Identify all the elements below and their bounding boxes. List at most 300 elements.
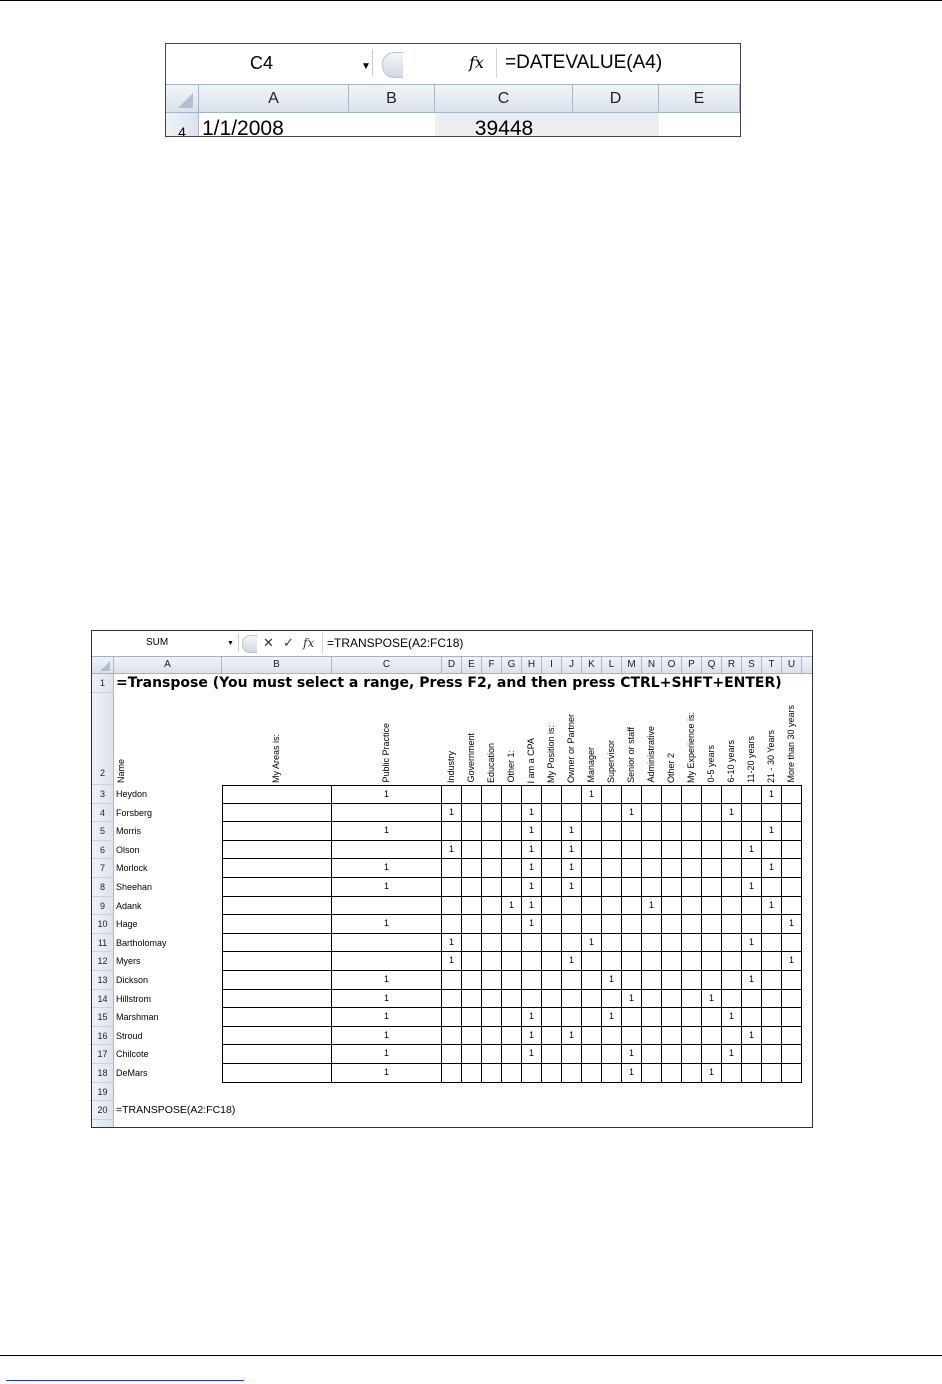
data-cell[interactable] (742, 1045, 762, 1064)
data-cell[interactable] (602, 915, 622, 934)
data-cell[interactable] (662, 804, 682, 823)
data-cell[interactable]: 1 (562, 878, 582, 897)
data-cell[interactable] (662, 822, 682, 841)
column-header-c[interactable]: C (332, 657, 442, 673)
data-cell[interactable] (702, 785, 722, 804)
data-cell[interactable] (622, 841, 642, 860)
data-cell[interactable] (602, 841, 622, 860)
data-cell[interactable] (642, 934, 662, 953)
formula-input[interactable]: =TRANSPOSE(A2:FC18) (327, 636, 464, 650)
data-cell[interactable]: 1 (522, 822, 542, 841)
data-cell[interactable] (482, 971, 502, 990)
data-cell[interactable] (582, 897, 602, 916)
data-cell[interactable]: 1 (642, 897, 662, 916)
data-cell[interactable]: 1 (622, 804, 642, 823)
data-cell[interactable] (462, 897, 482, 916)
data-cell[interactable] (502, 841, 522, 860)
data-cell[interactable] (702, 841, 722, 860)
data-cell[interactable]: 1 (722, 804, 742, 823)
header-cell-a[interactable] (114, 693, 222, 785)
data-cell[interactable]: 1 (622, 1045, 642, 1064)
data-cell[interactable] (702, 934, 722, 953)
data-cell[interactable] (562, 804, 582, 823)
column-header-n[interactable]: N (642, 657, 662, 673)
data-cell[interactable] (462, 841, 482, 860)
data-cell[interactable] (782, 878, 802, 897)
column-header-e[interactable]: E (659, 85, 740, 112)
data-cell[interactable]: 1 (622, 1064, 642, 1083)
column-header-a[interactable]: A (114, 657, 222, 673)
name-cell[interactable]: Morris (116, 826, 141, 837)
data-cell[interactable] (602, 1027, 622, 1046)
data-cell[interactable] (662, 897, 682, 916)
data-cell[interactable] (222, 1064, 332, 1083)
data-cell[interactable] (582, 971, 602, 990)
data-cell[interactable] (702, 915, 722, 934)
row-header-3[interactable]: 3 (92, 785, 114, 804)
data-cell[interactable]: 1 (522, 859, 542, 878)
data-cell[interactable]: 1 (332, 971, 442, 990)
data-cell[interactable] (742, 804, 762, 823)
data-cell[interactable] (762, 1064, 782, 1083)
data-cell[interactable]: 1 (702, 990, 722, 1009)
data-cell[interactable] (642, 804, 662, 823)
data-cell[interactable] (682, 1064, 702, 1083)
name-box[interactable] (92, 634, 239, 652)
data-cell[interactable] (582, 1008, 602, 1027)
data-cell[interactable] (682, 1045, 702, 1064)
data-cell[interactable] (222, 785, 332, 804)
data-cell[interactable]: 1 (522, 897, 542, 916)
data-cell[interactable] (602, 1064, 622, 1083)
data-cell[interactable] (742, 859, 762, 878)
data-cell[interactable] (522, 990, 542, 1009)
formula-input[interactable]: =DATEVALUE(A4) (505, 52, 663, 73)
data-cell[interactable]: 1 (742, 971, 762, 990)
data-cell[interactable] (222, 990, 332, 1009)
data-cell[interactable] (782, 971, 802, 990)
data-cell[interactable] (502, 878, 522, 897)
data-cell[interactable] (782, 822, 802, 841)
data-cell[interactable]: 1 (502, 897, 522, 916)
data-cell[interactable] (462, 1064, 482, 1083)
header-cell-i[interactable] (542, 693, 562, 785)
data-cell[interactable] (642, 915, 662, 934)
data-cell[interactable] (722, 841, 742, 860)
data-cell[interactable] (782, 934, 802, 953)
data-cell[interactable] (662, 952, 682, 971)
data-cell[interactable] (622, 822, 642, 841)
data-cell[interactable] (462, 785, 482, 804)
data-cell[interactable]: 1 (762, 785, 782, 804)
column-header-j[interactable]: J (562, 657, 582, 673)
name-cell[interactable]: Sheehan (116, 882, 153, 892)
data-cell[interactable] (642, 1008, 662, 1027)
data-cell[interactable]: 1 (582, 785, 602, 804)
data-cell[interactable] (702, 952, 722, 971)
data-cell[interactable] (762, 1008, 782, 1027)
data-cell[interactable] (682, 915, 702, 934)
data-cell[interactable]: 1 (622, 990, 642, 1009)
cell-b4[interactable] (349, 113, 435, 137)
data-cell[interactable] (462, 934, 482, 953)
data-cell[interactable] (562, 971, 582, 990)
data-cell[interactable] (482, 915, 502, 934)
column-header-a[interactable]: A (199, 85, 349, 112)
cell-c4[interactable]: 39448 (435, 113, 573, 137)
data-cell[interactable] (722, 990, 742, 1009)
data-cell[interactable] (722, 1027, 742, 1046)
data-cell[interactable] (762, 915, 782, 934)
data-cell[interactable] (542, 971, 562, 990)
row20-formula-text[interactable]: =TRANSPOSE(A2:FC18) (116, 1104, 236, 1117)
select-all-button[interactable] (92, 657, 114, 673)
data-cell[interactable]: 1 (332, 878, 442, 897)
column-header-b[interactable]: B (222, 657, 332, 673)
header-cell-t[interactable] (762, 693, 782, 785)
data-cell[interactable] (582, 878, 602, 897)
data-cell[interactable]: 1 (742, 1027, 762, 1046)
data-cell[interactable] (482, 990, 502, 1009)
data-cell[interactable] (742, 1064, 762, 1083)
data-cell[interactable] (762, 1027, 782, 1046)
data-cell[interactable] (682, 878, 702, 897)
column-header-p[interactable]: P (682, 657, 702, 673)
data-cell[interactable] (222, 915, 332, 934)
data-cell[interactable] (662, 859, 682, 878)
data-cell[interactable] (722, 1064, 742, 1083)
data-cell[interactable] (332, 934, 442, 953)
name-cell[interactable]: Stroud (116, 1030, 143, 1041)
header-cell-m[interactable] (622, 693, 642, 785)
data-cell[interactable]: 1 (332, 1008, 442, 1027)
data-cell[interactable]: 1 (522, 841, 542, 860)
header-cell-o[interactable] (662, 693, 682, 785)
data-cell[interactable] (622, 1027, 642, 1046)
data-cell[interactable] (782, 990, 802, 1009)
data-cell[interactable] (602, 878, 622, 897)
data-cell[interactable] (662, 1027, 682, 1046)
data-cell[interactable] (722, 878, 742, 897)
column-header-k[interactable]: K (582, 657, 602, 673)
data-cell[interactable] (662, 990, 682, 1009)
data-cell[interactable] (722, 915, 742, 934)
data-cell[interactable] (682, 822, 702, 841)
data-cell[interactable] (662, 878, 682, 897)
data-cell[interactable] (642, 971, 662, 990)
data-cell[interactable] (562, 897, 582, 916)
data-cell[interactable] (222, 804, 332, 823)
data-cell[interactable] (582, 804, 602, 823)
data-cell[interactable] (542, 915, 562, 934)
select-all-button[interactable] (166, 85, 199, 112)
data-cell[interactable]: 1 (742, 934, 762, 953)
data-cell[interactable] (562, 1045, 582, 1064)
data-cell[interactable] (222, 934, 332, 953)
data-cell[interactable] (722, 971, 742, 990)
data-cell[interactable] (482, 785, 502, 804)
data-cell[interactable] (622, 952, 642, 971)
data-cell[interactable] (332, 952, 442, 971)
data-cell[interactable] (462, 859, 482, 878)
data-cell[interactable] (222, 878, 332, 897)
data-cell[interactable] (762, 1045, 782, 1064)
data-cell[interactable] (482, 1008, 502, 1027)
data-cell[interactable] (702, 1045, 722, 1064)
data-cell[interactable] (482, 952, 502, 971)
data-cell[interactable] (602, 785, 622, 804)
data-cell[interactable] (542, 859, 562, 878)
data-cell[interactable] (562, 1008, 582, 1027)
data-cell[interactable] (762, 990, 782, 1009)
data-cell[interactable] (622, 915, 642, 934)
data-cell[interactable] (702, 1027, 722, 1046)
data-cell[interactable] (702, 971, 722, 990)
data-cell[interactable] (462, 822, 482, 841)
data-cell[interactable] (662, 785, 682, 804)
data-cell[interactable]: 1 (332, 1027, 442, 1046)
data-cell[interactable] (502, 859, 522, 878)
column-header-u[interactable]: U (782, 657, 802, 673)
data-cell[interactable] (682, 859, 702, 878)
data-cell[interactable] (782, 1064, 802, 1083)
data-cell[interactable] (782, 785, 802, 804)
column-header-d[interactable]: D (573, 85, 659, 112)
data-cell[interactable] (332, 804, 442, 823)
data-cell[interactable] (482, 1064, 502, 1083)
column-header-q[interactable]: Q (702, 657, 722, 673)
data-cell[interactable] (462, 1027, 482, 1046)
data-cell[interactable] (722, 785, 742, 804)
data-cell[interactable] (222, 971, 332, 990)
data-cell[interactable] (642, 841, 662, 860)
row-header-10[interactable]: 10 (92, 915, 114, 934)
header-cell-b[interactable] (222, 693, 332, 785)
data-cell[interactable] (722, 897, 742, 916)
name-cell[interactable]: Olson (116, 844, 140, 855)
data-cell[interactable] (782, 1008, 802, 1027)
data-cell[interactable]: 1 (442, 952, 462, 971)
data-cell[interactable]: 1 (332, 990, 442, 1009)
data-cell[interactable]: 1 (522, 804, 542, 823)
data-cell[interactable] (542, 785, 562, 804)
data-cell[interactable]: 1 (562, 1027, 582, 1046)
data-cell[interactable] (442, 1045, 462, 1064)
data-cell[interactable] (222, 1027, 332, 1046)
data-cell[interactable] (542, 897, 562, 916)
header-cell-p[interactable] (682, 693, 702, 785)
row-header-18[interactable]: 18 (92, 1064, 114, 1083)
data-cell[interactable] (542, 1027, 562, 1046)
row-header-4[interactable]: 4 (92, 804, 114, 823)
data-cell[interactable]: 1 (522, 915, 542, 934)
data-cell[interactable] (482, 878, 502, 897)
data-cell[interactable] (582, 1045, 602, 1064)
data-cell[interactable] (662, 841, 682, 860)
data-cell[interactable] (742, 785, 762, 804)
data-cell[interactable] (722, 934, 742, 953)
data-cell[interactable] (702, 804, 722, 823)
data-cell[interactable] (682, 1008, 702, 1027)
data-cell[interactable] (222, 897, 332, 916)
column-header-i[interactable]: I (542, 657, 562, 673)
data-cell[interactable] (442, 878, 462, 897)
data-cell[interactable]: 1 (442, 804, 462, 823)
data-cell[interactable] (222, 822, 332, 841)
column-header-h[interactable]: H (522, 657, 542, 673)
data-cell[interactable] (502, 971, 522, 990)
data-cell[interactable] (762, 804, 782, 823)
data-cell[interactable]: 1 (582, 934, 602, 953)
data-cell[interactable] (462, 990, 482, 1009)
data-cell[interactable] (442, 822, 462, 841)
data-cell[interactable] (222, 859, 332, 878)
data-cell[interactable] (462, 952, 482, 971)
data-cell[interactable] (482, 1027, 502, 1046)
data-cell[interactable] (582, 952, 602, 971)
data-cell[interactable] (622, 878, 642, 897)
data-cell[interactable]: 1 (742, 841, 762, 860)
data-cell[interactable]: 1 (782, 952, 802, 971)
data-cell[interactable] (542, 1064, 562, 1083)
data-cell[interactable] (782, 1045, 802, 1064)
data-cell[interactable] (502, 822, 522, 841)
data-cell[interactable] (602, 952, 622, 971)
data-cell[interactable] (782, 841, 802, 860)
data-cell[interactable] (662, 1008, 682, 1027)
row-header-20[interactable]: 20 (92, 1101, 114, 1120)
data-cell[interactable]: 1 (332, 859, 442, 878)
data-cell[interactable] (622, 859, 642, 878)
data-cell[interactable] (742, 990, 762, 1009)
data-cell[interactable] (502, 804, 522, 823)
data-cell[interactable] (542, 841, 562, 860)
data-cell[interactable] (762, 971, 782, 990)
header-cell-l[interactable] (602, 693, 622, 785)
header-cell-g[interactable] (502, 693, 522, 785)
data-cell[interactable]: 1 (522, 1008, 542, 1027)
data-cell[interactable] (542, 804, 562, 823)
row-header-16[interactable]: 16 (92, 1027, 114, 1046)
data-cell[interactable] (662, 915, 682, 934)
data-cell[interactable] (542, 952, 562, 971)
footer-link-underline[interactable] (6, 1380, 244, 1381)
data-cell[interactable] (742, 915, 762, 934)
data-cell[interactable] (582, 841, 602, 860)
data-cell[interactable] (562, 1064, 582, 1083)
column-header-m[interactable]: M (622, 657, 642, 673)
data-cell[interactable] (502, 915, 522, 934)
data-cell[interactable] (642, 1027, 662, 1046)
data-cell[interactable] (502, 785, 522, 804)
data-cell[interactable] (522, 785, 542, 804)
data-cell[interactable] (782, 859, 802, 878)
data-cell[interactable] (762, 878, 782, 897)
data-cell[interactable] (482, 1045, 502, 1064)
data-cell[interactable] (602, 990, 622, 1009)
cell-d4[interactable] (573, 113, 659, 137)
name-cell[interactable]: Bartholomay (116, 937, 167, 948)
row1-instruction-text[interactable]: =Transpose (You must select a range, Press F2, and then press CTRL+SHFT+ENTER) (116, 675, 782, 691)
name-cell[interactable]: Heydon (116, 789, 148, 799)
data-cell[interactable] (722, 952, 742, 971)
data-cell[interactable] (662, 1045, 682, 1064)
data-cell[interactable] (682, 990, 702, 1009)
formula-bar-handle[interactable] (382, 52, 403, 78)
row-header-11[interactable]: 11 (92, 934, 114, 953)
row-header-19[interactable]: 19 (92, 1083, 114, 1102)
data-cell[interactable] (642, 859, 662, 878)
data-cell[interactable] (562, 990, 582, 1009)
data-cell[interactable] (442, 859, 462, 878)
row-header-6[interactable]: 6 (92, 841, 114, 860)
data-cell[interactable]: 1 (442, 841, 462, 860)
column-header-s[interactable]: S (742, 657, 762, 673)
data-cell[interactable]: 1 (722, 1045, 742, 1064)
data-cell[interactable]: 1 (522, 878, 542, 897)
header-cell-d[interactable] (442, 693, 462, 785)
data-cell[interactable] (622, 897, 642, 916)
header-cell-r[interactable] (722, 693, 742, 785)
data-cell[interactable] (742, 897, 762, 916)
data-cell[interactable] (442, 785, 462, 804)
data-cell[interactable] (582, 822, 602, 841)
data-cell[interactable] (682, 897, 702, 916)
data-cell[interactable] (332, 897, 442, 916)
data-cell[interactable] (502, 1064, 522, 1083)
name-cell[interactable]: Forsberg (116, 807, 153, 818)
name-cell[interactable]: Myers (116, 956, 141, 967)
data-cell[interactable] (662, 1064, 682, 1083)
data-cell[interactable] (522, 1064, 542, 1083)
row-header-12[interactable]: 12 (92, 952, 114, 971)
data-cell[interactable] (682, 804, 702, 823)
data-cell[interactable] (622, 971, 642, 990)
data-cell[interactable] (642, 1064, 662, 1083)
data-cell[interactable] (702, 859, 722, 878)
data-cell[interactable] (662, 971, 682, 990)
data-cell[interactable] (742, 822, 762, 841)
row-header-17[interactable]: 17 (92, 1045, 114, 1064)
data-cell[interactable] (502, 952, 522, 971)
data-cell[interactable] (482, 841, 502, 860)
header-cell-n[interactable] (642, 693, 662, 785)
data-cell[interactable] (602, 1045, 622, 1064)
formula-bar-handle[interactable] (242, 635, 257, 653)
data-cell[interactable] (762, 952, 782, 971)
data-cell[interactable] (722, 859, 742, 878)
row-header-14[interactable]: 14 (92, 990, 114, 1009)
data-cell[interactable] (482, 897, 502, 916)
data-cell[interactable] (642, 990, 662, 1009)
data-cell[interactable] (442, 897, 462, 916)
data-cell[interactable] (642, 785, 662, 804)
data-cell[interactable] (682, 971, 702, 990)
data-cell[interactable]: 1 (442, 934, 462, 953)
data-cell[interactable] (762, 841, 782, 860)
data-cell[interactable] (762, 934, 782, 953)
data-cell[interactable]: 1 (332, 1045, 442, 1064)
data-cell[interactable] (542, 822, 562, 841)
data-cell[interactable] (702, 897, 722, 916)
data-cell[interactable] (462, 1008, 482, 1027)
data-cell[interactable]: 1 (332, 915, 442, 934)
row-header-7[interactable]: 7 (92, 859, 114, 878)
data-cell[interactable] (442, 990, 462, 1009)
data-cell[interactable]: 1 (762, 859, 782, 878)
data-cell[interactable] (542, 934, 562, 953)
name-cell[interactable]: Dickson (116, 975, 149, 985)
